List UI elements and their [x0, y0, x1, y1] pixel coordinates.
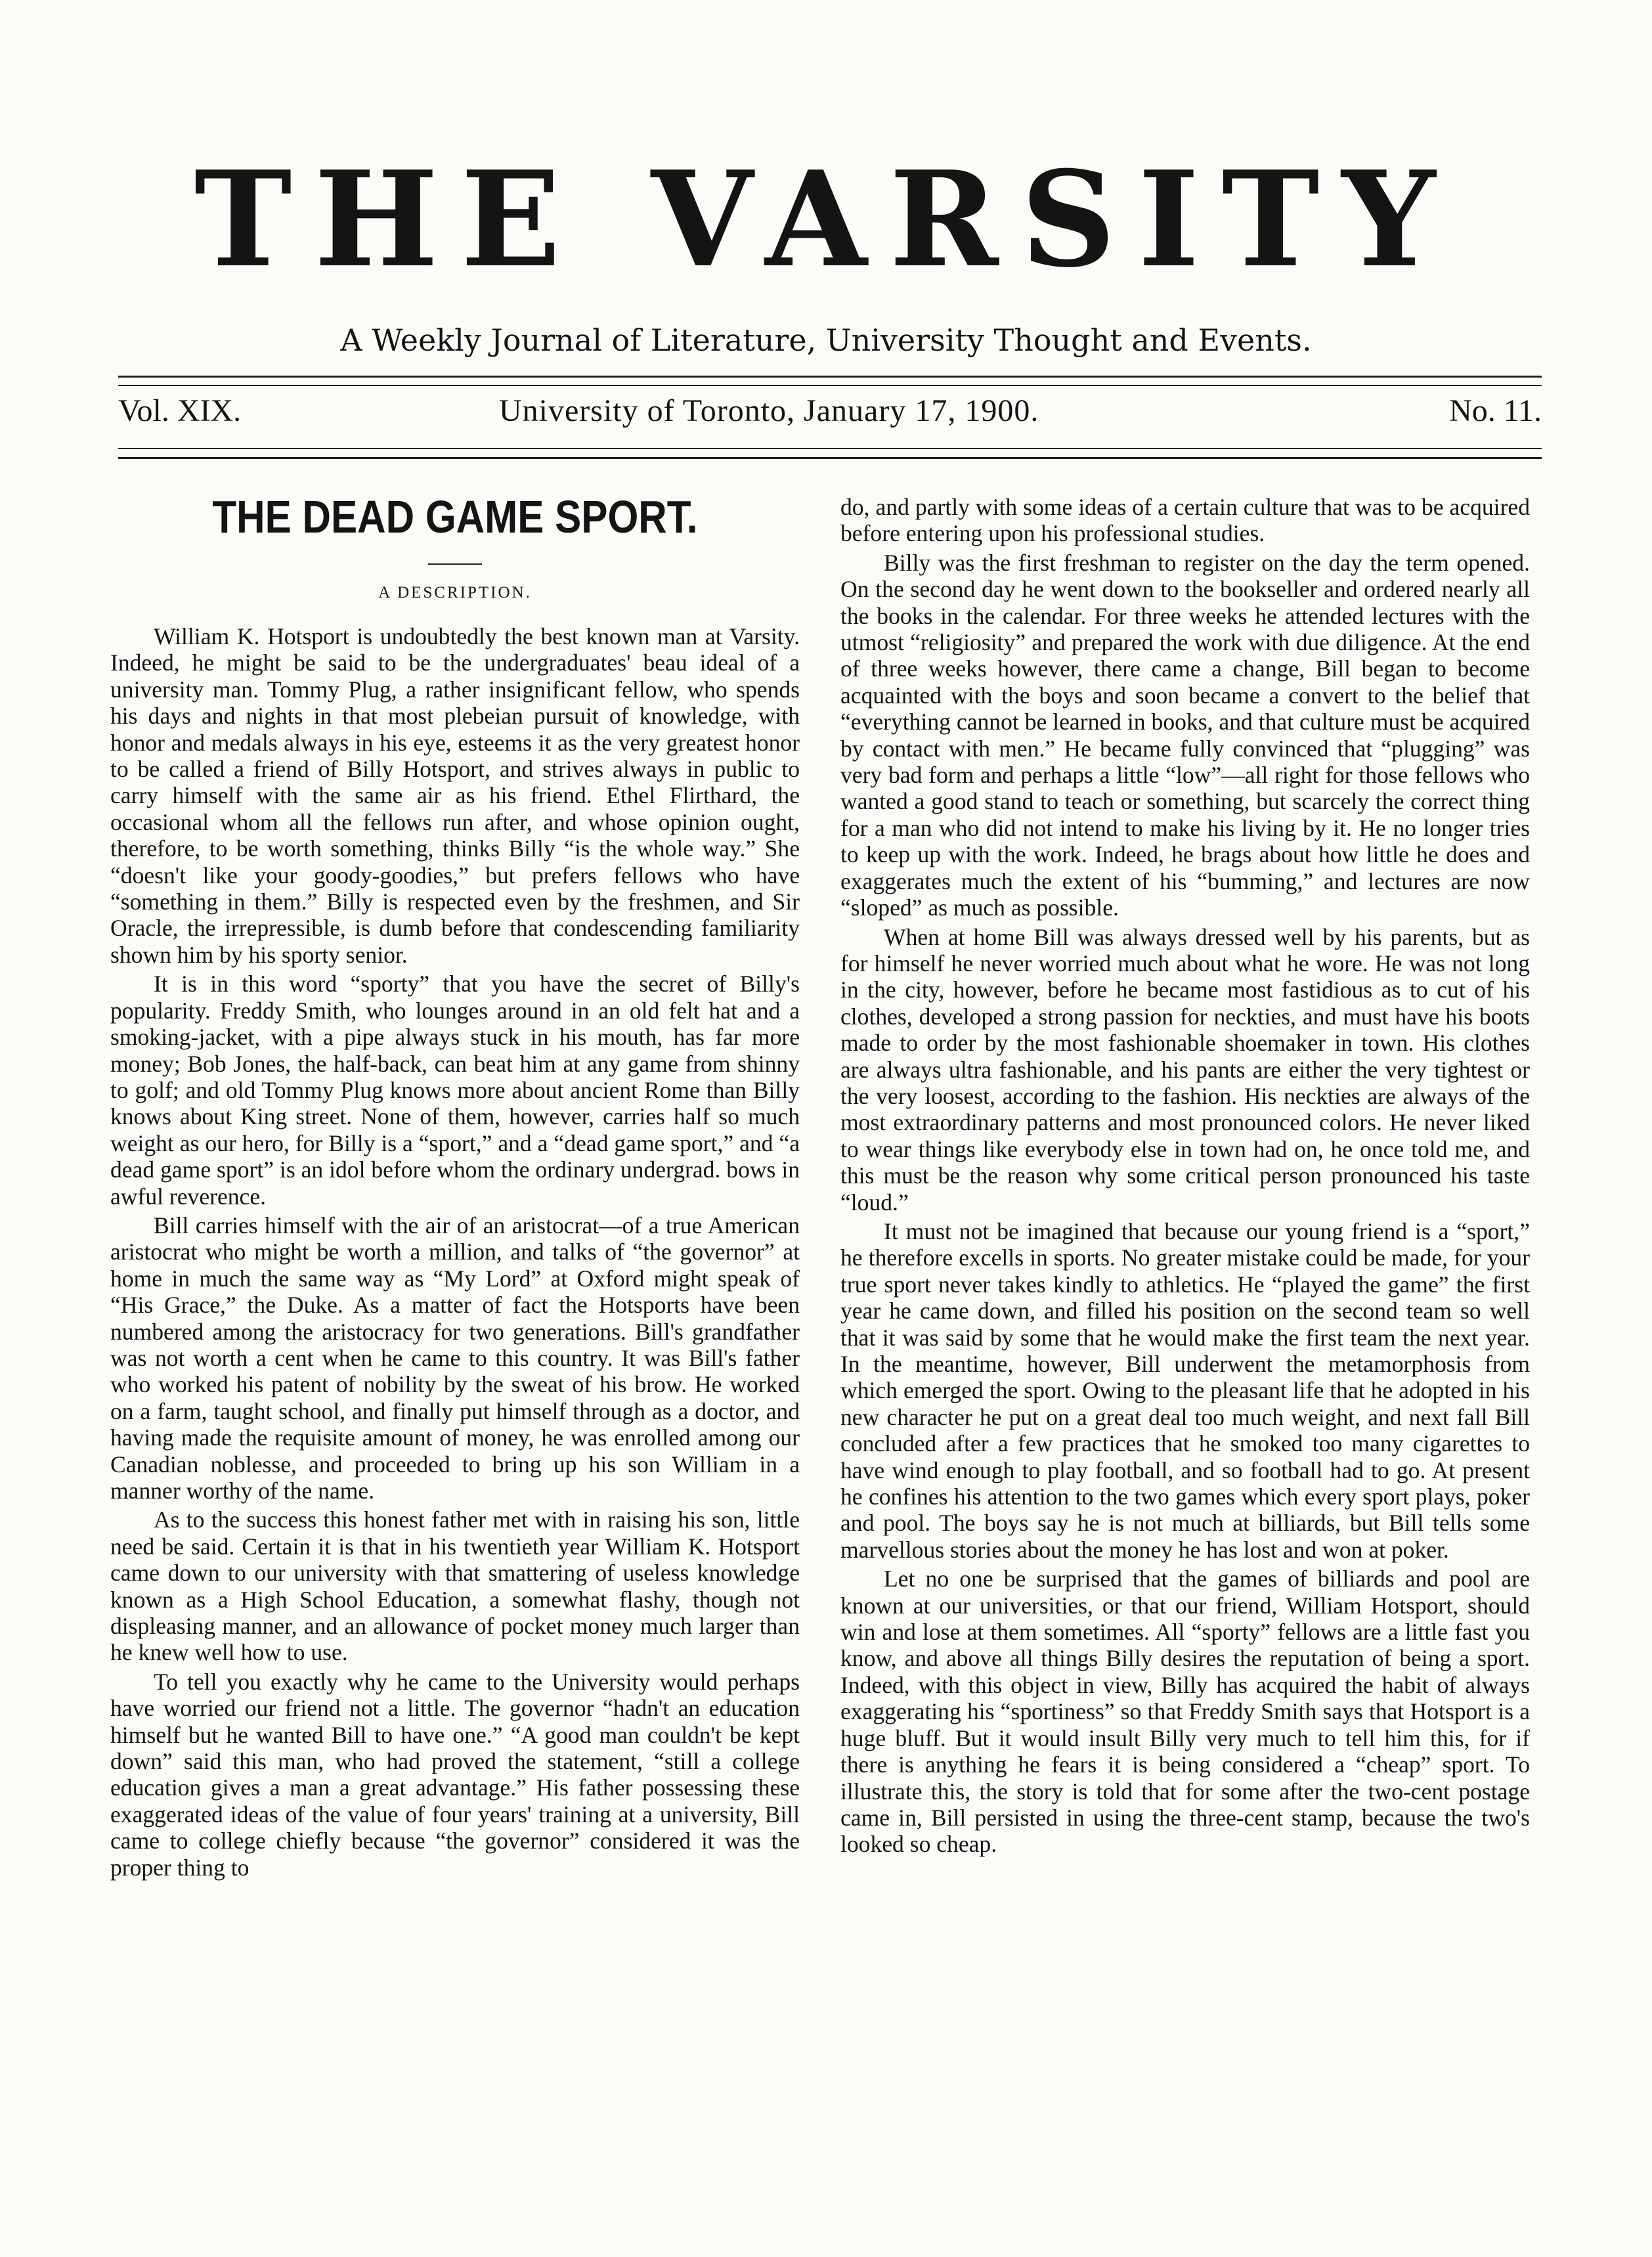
paragraph: When at home Bill was always dressed well by his parents, but as for himself he never worried much about what he wore. He was not long in the city, however, before he became most fastidious as to cut of his clothes, developed a strong passion for neckties, and must have his boots made to order by the most fashionable shoemaker in town. His clothes are always ultra fashionable, and his pants are either the very tightest or the very loosest, according to the fashion. His neckties are always of the most extraordinary patterns and most pronounced colors. He never liked to wear things like everybody else in town had on, he once told me, and this must be the reason why some critical person pronounced his taste “loud.” [840, 923, 1530, 1216]
volume-label: Vol. XIX. [118, 393, 242, 428]
masthead-rule-top-thin [118, 385, 1542, 386]
paragraph: To tell you exactly why he came to the University would perhaps have worried our friend not a little. The governor “hadn't an education himself but he wanted Bill to have one.” “A good man couldn't be kept down” said this man, who had proved the statement, “still a college education gives a man a great advantage.” His father possessing these exaggerated ideas of the value of four years' training at a university, Bill came to college chiefly because “the governor” considered it was the proper thing to [110, 1668, 800, 1881]
masthead-title: THE VARSITY [194, 142, 1458, 297]
right-column [840, 494, 1530, 1858]
issue-number: No. 11. [1449, 393, 1542, 428]
article-subheading: A DESCRIPTION. [378, 584, 532, 602]
paragraph: It must not be imagined that because our young friend is a “sport,” he therefore excells in sports. No greater mistake could be made, for your true sport never takes kindly to athletics. He “played the game” the first year he came down, and filled his position on the second team so well that it was said by some that he would make the first team the next year. In the meantime, however, Bill underwent the metamorphosis from which emerged the sport. Owing to the pleasant life that he adopted in his new character he put on a great deal too much weight, and next fall Bill concluded after a few practices that he smoked too many cigarettes to have wind enough to play football, and so football had to go. At present he confines his attention to the two games which every sport plays, poker and pool. The boys say he is not much at billiards, but Bill tells some marvellous stories about the money he has lost and won at poker. [840, 1217, 1530, 1563]
article-title: THE DEAD GAME SPORT. [212, 491, 698, 542]
left-column [110, 491, 800, 1881]
dateline-rule-bottom [118, 457, 1542, 459]
paragraph: Bill carries himself with the air of an aristocrat—of a true American aristocrat who might be worth a million, and talks of “the governor” at home in much the same way as “My Lord” at Oxford might speak of “His Grace,” the Duke. As a matter of fact the Hotsports have been numbered among the aristocracy for two generations. Bill's grandfather was not worth a cent when he came to this country. It was Bill's father who worked his patent of nobility by the sweat of his brow. He worked on a farm, taught school, and finally put himself through as a doctor, and having made the requisite amount of money, he was enrolled among our Canadian noblesse, and proceeded to bring up his son William in a manner worthy of the name. [110, 1212, 800, 1504]
paragraph: As to the success this honest father met with in raising his son, little need be said. Certain it is that in his twentieth year William K. Hotsport came down to our university with that smattering of useless knowledge known as a High School Education, a somewhat flashy, though not displeasing manner, and an allowance of pocket money much larger than he knew well how to use. [110, 1506, 800, 1666]
masthead-rule-top [118, 376, 1542, 378]
dateline: University of Toronto, January 17, 1900. [499, 393, 1039, 428]
paragraph: William K. Hotsport is undoubtedly the best known man at Varsity. Indeed, he might be said to be the undergraduates' beau ideal of a university man. Tommy Plug, a rather insignificant fellow, who spends his days and nights in that most plebeian pursuit of knowledge, with honor and medals always in his eye, esteems it as the very greatest honor to be called a friend of Billy Hotsport, and strives always in public to carry himself with the same air as his friend. Ethel Flirthard, the occasional whom all the fellows run after, and whose opinion ought, therefore, to be worth something, thinks Billy “is the whole way.” She “doesn't like your goody-goodies,” but prefers fellows who have “something in them.” Billy is respected even by the freshmen, and Sir Oracle, the irrepressible, is dumb before that condescending familiarity shown him by his sporty senior. [110, 623, 800, 968]
paragraph-continuation: do, and partly with some ideas of a certain culture that was to be acquired before entering upon his professional studies. [840, 494, 1530, 547]
paragraph: Let no one be surprised that the games of billiards and pool are known at our universities, or that our friend, William Hotsport, should win and lose at them sometimes. All “sporty” fellows are a little fast you know, and above all things Billy desires the reputation of being a sport. Indeed, with this object in view, Billy has acquired the habit of always exaggerating his “sportiness” so that Freddy Smith says that Hotsport is a huge bluff. But it would insult Billy very much to tell him this, for if there is anything he fears it is being considered a “cheap” sport. To illustrate this, the story is told that for some after the two-cent postage came in, Bill persisted in using the three-cent stamp, because the two's looked so cheap. [840, 1566, 1530, 1858]
paragraph: It is in this word “sporty” that you have the secret of Billy's popularity. Freddy Smith, who lounges around in an old felt hat and a smoking-jacket, with a pipe always stuck in his mouth, has far more money; Bob Jones, the half-back, can beat him at any game from shinny to golf; and old Tommy Plug knows more about ancient Rome than Billy knows about King street. None of them, however, carries half so much weight as our hero, for Billy is a “sport,” and a “dead game sport,” and “a dead game sport” is an idol before whom the ordinary undergrad. bows in awful reverence. [110, 971, 800, 1210]
title-divider [428, 563, 482, 565]
dateline-rule-thin [118, 448, 1542, 449]
masthead-subtitle: A Weekly Journal of Literature, University Thought and Events. [340, 322, 1312, 358]
paragraph: Billy was the first freshman to register on the day the term opened. On the second day he went down to the bookseller and ordered nearly all the books in the calendar. For three weeks he attended lectures with the utmost “religiosity” and prepared the work with due diligence. At the end of three weeks however, there came a change, Bill began to become acquainted with the boys and soon became a convert to the belief that “everything cannot be learned in books, and that culture must be acquired by contact with men.” He became fully convinced that “plugging” was very bad form and perhaps a little “low”—all right for those fellows who wanted a good stand to teach or something, but scarcely the correct thing for a man who did not intend to make his living by it. He no longer tries to keep up with the work. Indeed, he brags about how little he does and exaggerates much the extent of his “bumming,” and lectures are now “sloped” as much as possible. [840, 549, 1530, 921]
